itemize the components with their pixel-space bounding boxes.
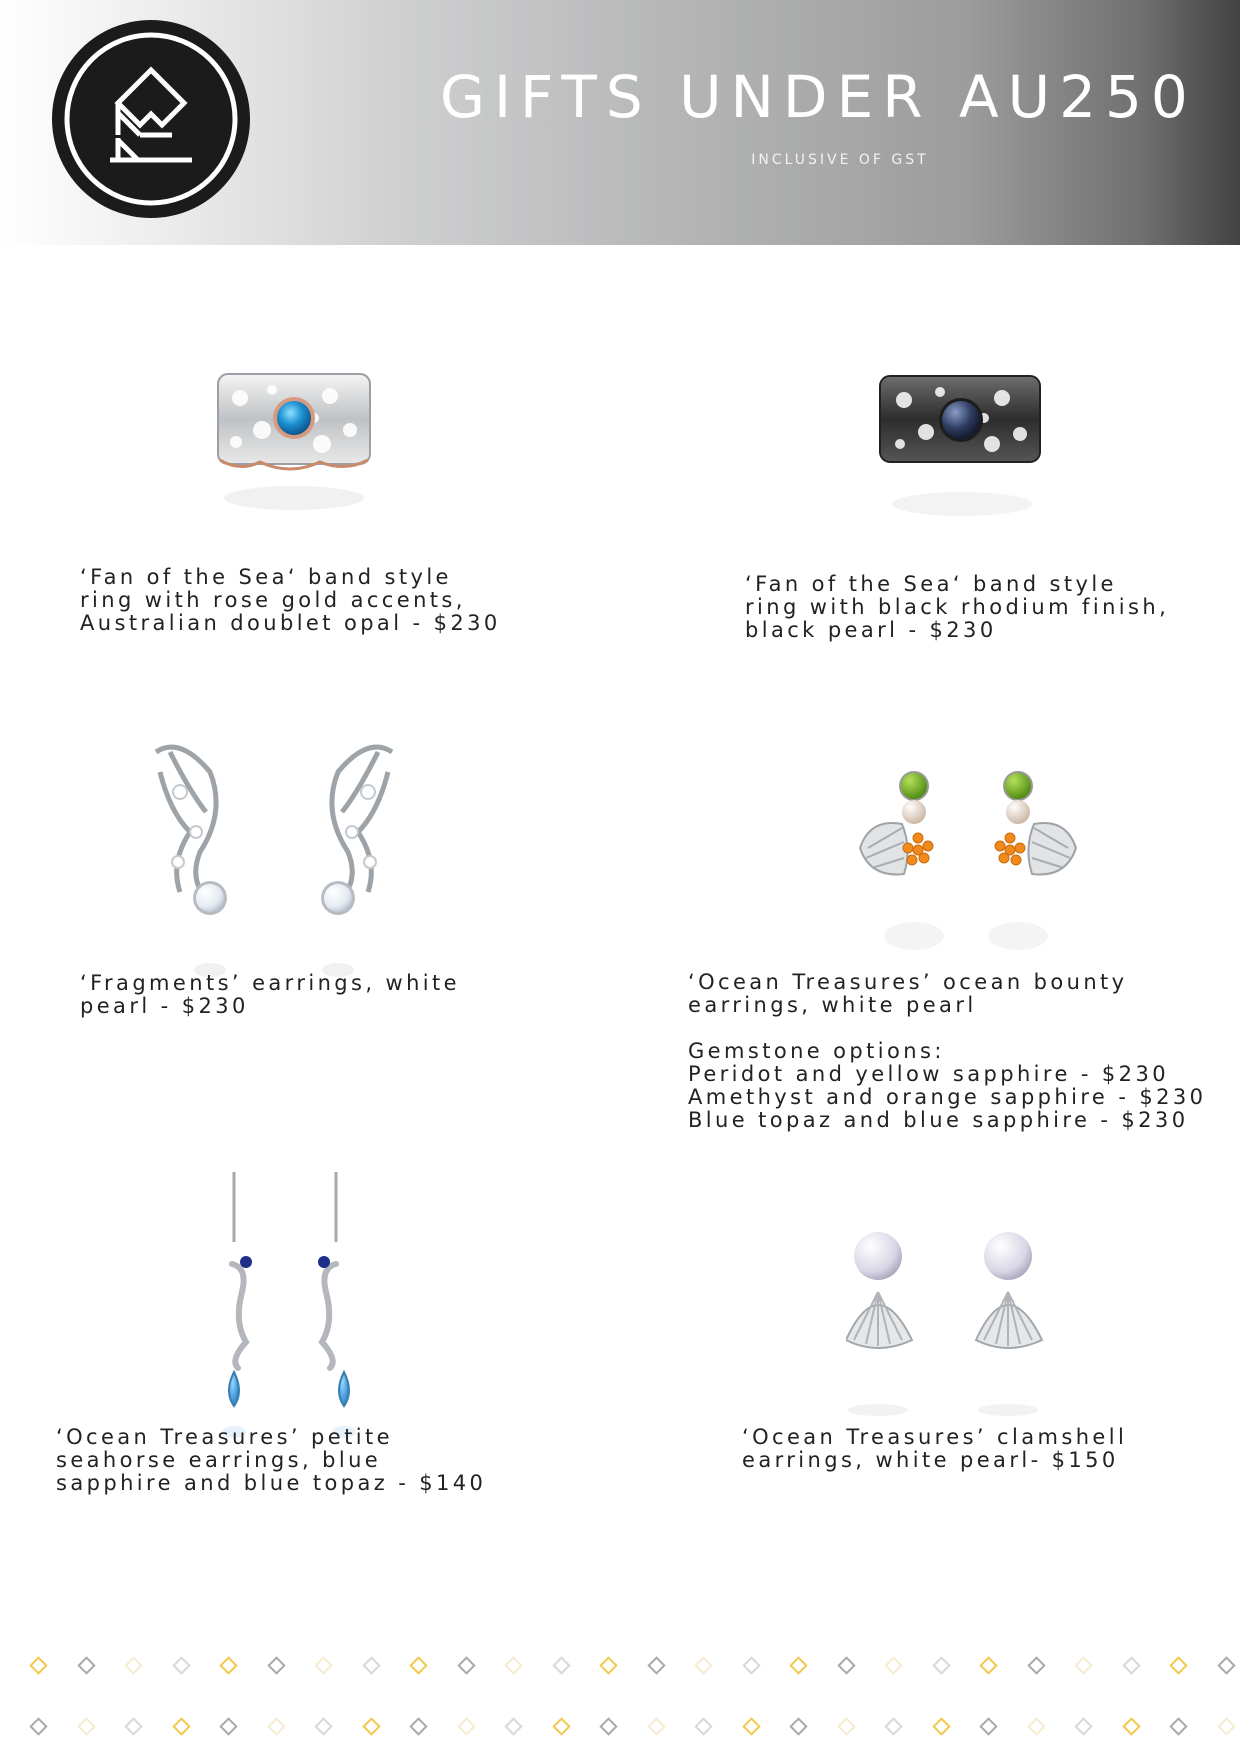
diamond-pattern-icon bbox=[409, 1717, 427, 1735]
diamond-pattern-icon bbox=[124, 1717, 142, 1735]
diamond-pattern-icon bbox=[552, 1656, 570, 1674]
product-caption: ‘Ocean Treasures’ petite seahorse earrings, blue sapphire and blue topaz - $140 bbox=[56, 1425, 487, 1495]
diamond-pattern-icon bbox=[1027, 1656, 1045, 1674]
diamond-pattern-icon bbox=[979, 1717, 997, 1735]
diamond-pattern-icon bbox=[1027, 1717, 1045, 1735]
diamond-pattern-icon bbox=[789, 1656, 807, 1674]
gemstone-option: Blue topaz and blue sapphire - $230 bbox=[688, 1108, 1189, 1132]
shell-starfish-earrings-icon bbox=[850, 768, 1090, 958]
brand-logo-diamond-k-icon bbox=[52, 20, 250, 218]
diamond-pattern-icon bbox=[0, 1653, 1240, 1679]
page-title: GIFTS UNDER AU250 bbox=[440, 63, 1197, 131]
diamond-pattern-icon bbox=[742, 1717, 760, 1735]
diamond-pattern-icon bbox=[1122, 1717, 1140, 1735]
diamond-pattern-icon bbox=[29, 1656, 47, 1674]
diamond-pattern-icon bbox=[1217, 1656, 1235, 1674]
diamond-pattern-icon bbox=[29, 1717, 47, 1735]
diamond-pattern-icon bbox=[789, 1717, 807, 1735]
diamond-pattern-icon bbox=[457, 1717, 475, 1735]
diamond-pattern-icon bbox=[1074, 1717, 1092, 1735]
diamond-pattern-icon bbox=[457, 1656, 475, 1674]
diamond-pattern-icon bbox=[1217, 1717, 1235, 1735]
diamond-pattern-icon bbox=[647, 1717, 665, 1735]
diamond-pattern-icon bbox=[219, 1717, 237, 1735]
opal-coral-ring-icon bbox=[210, 360, 380, 530]
seahorse-drop-earrings-icon bbox=[208, 1172, 388, 1442]
product-caption: ‘Fragments’ earrings, white pearl - $230 bbox=[80, 971, 460, 1018]
diamond-pattern-icon bbox=[932, 1656, 950, 1674]
diamond-pattern-icon bbox=[647, 1656, 665, 1674]
diamond-pattern-icon bbox=[504, 1656, 522, 1674]
diamond-pattern-icon bbox=[1169, 1717, 1187, 1735]
coral-pearl-earrings-icon bbox=[140, 732, 420, 982]
diamond-pattern-icon bbox=[0, 1714, 1240, 1740]
product-caption: ‘Fan of the Sea‘ band style ring with rose gold accents, Australian doublet opal - $230 bbox=[80, 565, 501, 635]
diamond-pattern-icon bbox=[884, 1656, 902, 1674]
product-caption: ‘Ocean Treasures’ ocean bounty earrings, white pearl bbox=[688, 970, 1128, 1017]
diamond-pattern-icon bbox=[694, 1656, 712, 1674]
diamond-pattern-icon bbox=[932, 1717, 950, 1735]
diamond-pattern-icon bbox=[77, 1717, 95, 1735]
diamond-pattern-icon bbox=[552, 1717, 570, 1735]
gemstone-option: Peridot and yellow sapphire - $230 bbox=[688, 1062, 1169, 1086]
diamond-pattern-icon bbox=[1122, 1656, 1140, 1674]
diamond-pattern-icon bbox=[504, 1717, 522, 1735]
diamond-pattern-icon bbox=[837, 1656, 855, 1674]
gemstone-option: Amethyst and orange sapphire - $230 bbox=[688, 1085, 1207, 1109]
diamond-pattern-icon bbox=[362, 1656, 380, 1674]
diamond-pattern-icon bbox=[742, 1656, 760, 1674]
diamond-pattern-icon bbox=[124, 1656, 142, 1674]
diamond-pattern-icon bbox=[409, 1656, 427, 1674]
diamond-pattern-icon bbox=[599, 1717, 617, 1735]
diamond-pattern-icon bbox=[1074, 1656, 1092, 1674]
header-banner bbox=[0, 0, 1240, 245]
product-caption: ‘Ocean Treasures’ clamshell earrings, white pearl- $150 bbox=[742, 1425, 1128, 1472]
diamond-pattern-icon bbox=[694, 1717, 712, 1735]
diamond-pattern-icon bbox=[77, 1656, 95, 1674]
diamond-pattern-icon bbox=[172, 1656, 190, 1674]
gemstone-options-title: Gemstone options: bbox=[688, 1039, 945, 1063]
pearl-clamshell-earrings-icon bbox=[846, 1230, 1066, 1420]
diamond-pattern-icon bbox=[219, 1656, 237, 1674]
diamond-pattern-icon bbox=[172, 1717, 190, 1735]
diamond-pattern-icon bbox=[314, 1656, 332, 1674]
diamond-pattern-icon bbox=[267, 1656, 285, 1674]
product-caption: ‘Fan of the Sea‘ band style ring with black rhodium finish, black pearl - $230 bbox=[745, 572, 1170, 642]
diamond-pattern-icon bbox=[267, 1717, 285, 1735]
page-subtitle: INCLUSIVE OF GST bbox=[751, 152, 929, 168]
diamond-pattern-icon bbox=[837, 1717, 855, 1735]
diamond-pattern-icon bbox=[599, 1656, 617, 1674]
diamond-pattern-icon bbox=[979, 1656, 997, 1674]
diamond-pattern-icon bbox=[314, 1717, 332, 1735]
diamond-pattern-icon bbox=[884, 1717, 902, 1735]
diamond-pattern-icon bbox=[362, 1717, 380, 1735]
black-pearl-coral-ring-icon bbox=[876, 358, 1046, 528]
diamond-pattern-icon bbox=[1169, 1656, 1187, 1674]
